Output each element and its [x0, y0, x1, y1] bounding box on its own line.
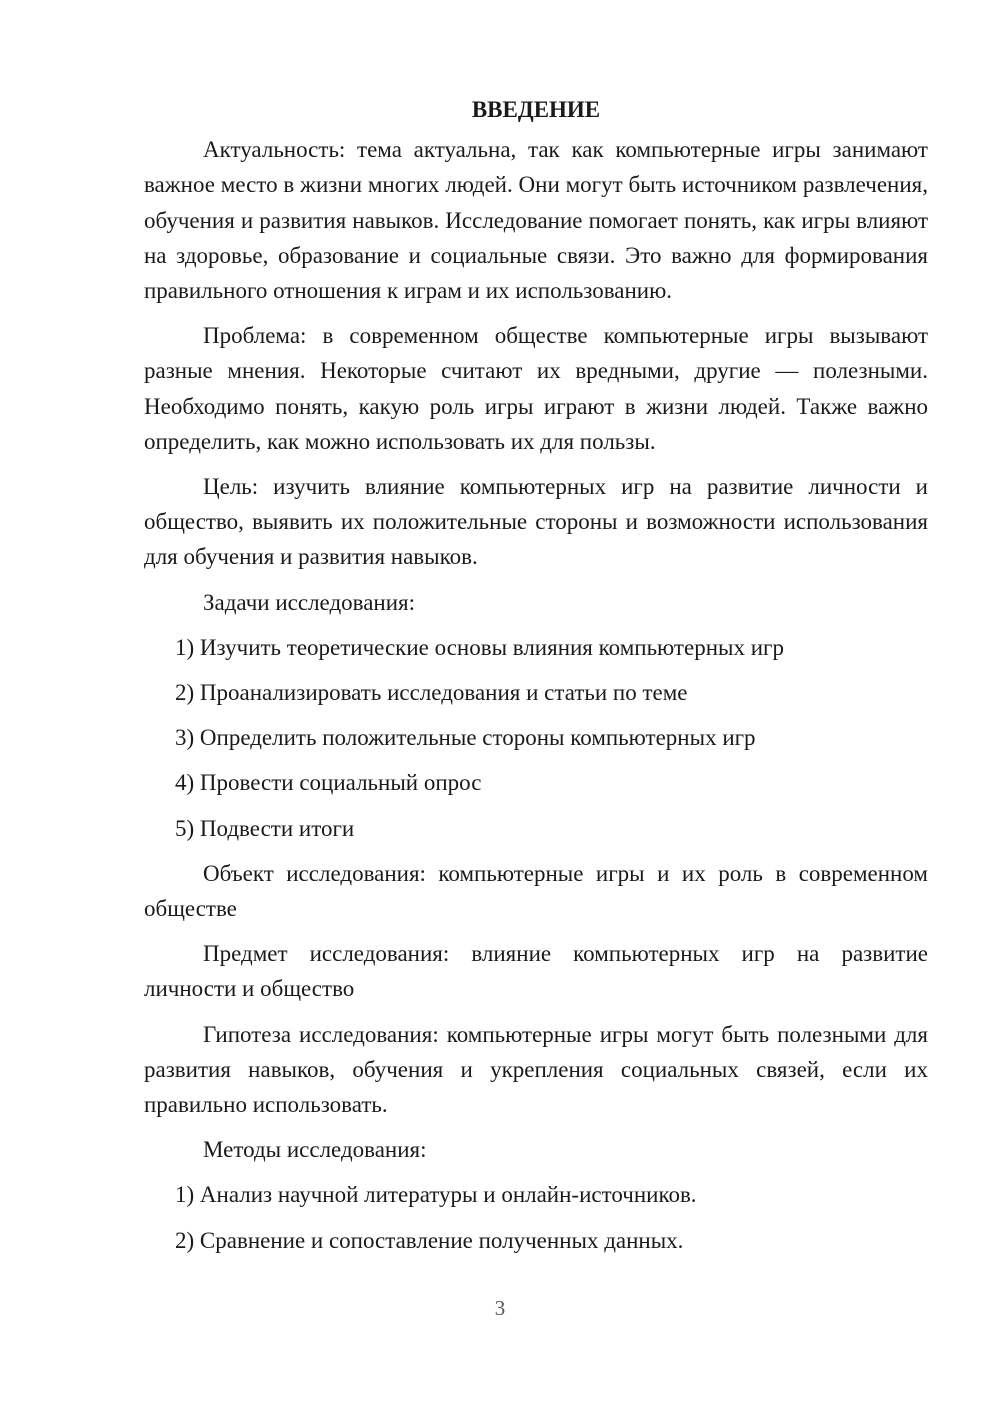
list-item: 1) Анализ научной литературы и онлайн-источников. [175, 1182, 697, 1208]
list-item: 4) Провести социальный опрос [175, 770, 482, 796]
list-item: 5) Подвести итоги [175, 815, 355, 841]
goal-paragraph: Цель: изучить влияние компьютерных игр на развитие личности и общество, выявить их положительные стороны и возможности использования для обучения и развития навыков. [144, 474, 928, 570]
page-number: 3 [494, 1296, 506, 1320]
tasks-title: Задачи исследования: [203, 589, 416, 615]
list-item: 2) Сравнение и сопоставление полученных данных. [175, 1227, 684, 1253]
tasks-list [144, 630, 928, 846]
list-item: 2) Проанализировать исследования и статьи по теме [175, 680, 688, 706]
methods-title: Методы исследования: [203, 1137, 427, 1163]
hypothesis-paragraph: Гипотеза исследования: компьютерные игры могут быть полезными для развития навыков, обучения и укрепления социальных связей, если их правильно использовать. [144, 1021, 928, 1118]
section-heading: ВВЕДЕНИЕ [471, 97, 601, 122]
object-paragraph: Объект исследования: компьютерные игры и их роль в современном обществе [144, 860, 928, 922]
methods-list [144, 1177, 928, 1257]
problem-paragraph: Проблема: в современном обществе компьютерные игры вызывают разные мнения. Некоторые считают их вредными, другие — полезными. Необходимо понять, какую роль игры играют в жизни людей. Также важно определить, как можно использовать их для пользы. [144, 323, 928, 454]
relevance-paragraph: Актуальность: тема актуальна, так как компьютерные игры занимают важное место в жизни многих людей. Они могут быть источником развлечения, обучения и развития навыков. Исследование помогает понять, как игры влияют на здоровье, образование и социальные связи. Это важно для формирования правильного отношения к играм и их использованию. [144, 137, 928, 304]
document-page [144, 92, 928, 1258]
list-item: 1) Изучить теоретические основы влияния компьютерных игр [175, 634, 784, 660]
list-item: 3) Определить положительные стороны компьютерных игр [175, 725, 756, 751]
subject-paragraph: Предмет исследования: влияние компьютерных игр на развитие личности и общество [144, 941, 928, 1002]
